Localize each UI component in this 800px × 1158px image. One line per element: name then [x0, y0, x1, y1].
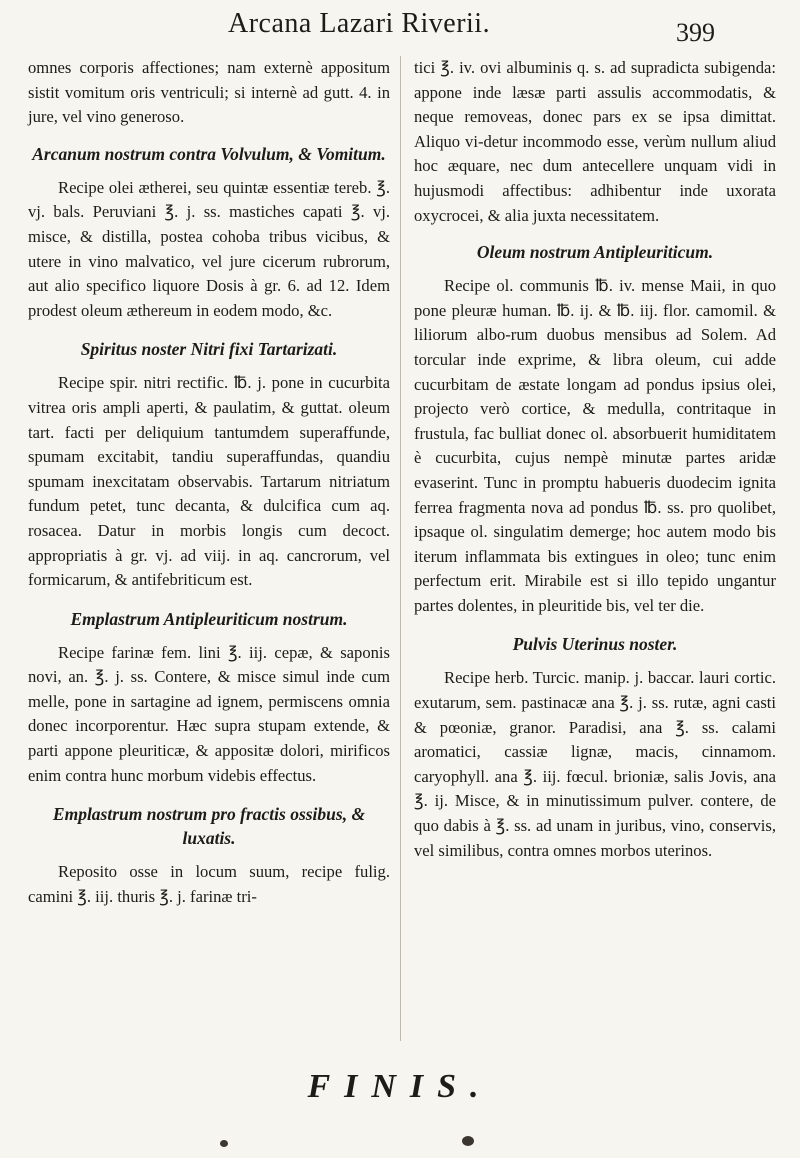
recipe-heading-pulvis-uterinus: Pulvis Uterinus noster.	[512, 634, 678, 655]
recipe-text-oleum-antipleuriticum: Recipe ol. communis ℔. iv. mense Maii, in quo pone pleuræ human. ℔. ij. & ℔. iij. flor. camomil. & liliorum albo-rum duobus mensibus ad Solem. Ad torcular inde exprime, & libra oleum, cui adde cucurbitam de æstate longam ad pondus ipsius olei, projecto verò cortice, & medulla, contritaque in frustula, fac bulliat donec ol. absorbuerit humiditatem è cucurbita, cujus nempè minutæ partes aridæ evaserint. Tunc in promptu habueris duodecim ignita ferrea fragmenta nova ad pondus ℔. ss. pro quolibet, ipsaque ol. singulatim demerge; hoc autem modo bis iterum inflammata bis extingues in oleo; tunc enim perfectum erit. Mirabile est si illo tepido ungantur partes dolentes, in pleuritide bis, vel ter die.	[414, 276, 776, 615]
paragraph-continuation: omnes corporis affectiones; nam externè appositum sistit vomitum oris ventriculi; si internè ad gutt. 4. in jure, vel vino generoso.	[28, 58, 390, 127]
recipe-heading-emplastrum-fractis: Emplastrum nostrum pro fractis ossibus, & luxatis.	[52, 804, 366, 849]
left-column	[28, 56, 390, 909]
ink-blot-ornament	[462, 1136, 474, 1146]
recipe-text-pulvis-uterinus: Recipe herb. Turcic. manip. j. baccar. lauri cortic. exutarum, sem. pastinacæ ana ℥. j. ss. rutæ, agni casti & pœoniæ, granor. Paradisi, ana ℥. ss. calami aromatici, cassiæ lignæ, macis, cinnamom. caryophyll. ana ℥. iij. fœcul. brioniæ, salis Jovis, ana ℥. ij. Misce, & in minutissimum pulver. contere, de quo dabis à ℥. ss. ad unam in juribus, vino, conservis, vel similibus, contra omnes morbos uterinos.	[414, 668, 776, 860]
recipe-text-emplastrum-antipleuriticum: Recipe farinæ fem. lini ℥. iij. cepæ, & saponis novi, an. ℥. j. ss. Contere, & misce simul inde cum melle, pone in sartagine ad ignem, permiscens omnia donec incorporentur. Hæc supra stupam extende, & parti appone pleuriticæ, & appositæ dolori, mirificos enim contra hunc morbum videbis effectus.	[28, 642, 390, 785]
column-divider	[400, 56, 401, 1041]
page-header	[0, 4, 800, 48]
finis-colophon: FINIS.	[307, 1068, 493, 1105]
recipe-heading-oleum-antipleuriticum: Oleum nostrum Antipleuriticum.	[476, 242, 714, 263]
recipe-text-spiritus-nitri: Recipe spir. nitri rectific. ℔. j. pone in cucurbita vitrea oris ampli aperti, & paulatim, & guttat. oleum tart. facti per deliquium tantumdem superaffunde, spumam excitabit, tandiu superaffundas, quandiu spumam inexcitatam observabis. Tartarum nitriatum fundum petet, tunc decanta, & dulcifica cum aq. rosacea. Datur in morbis longis cum decoct. appropriatis à gr. vj. ad viij. in aq. cancrorum, vel formicarum, & antifebriticum est.	[28, 373, 390, 590]
recipe-heading-emplastrum-antipleuriticum: Emplastrum Antipleuriticum nostrum.	[70, 608, 348, 629]
running-head: Arcana Lazari Riverii.	[228, 8, 491, 39]
paragraph-continuation-right: tici ℥. iv. ovi albuminis q. s. ad supradicta subigenda: appone inde læsæ parti assulis accommodatis, & neque removeas, donec pars ex se ipsa dimittat. Aliquo vi-detur incommodo esse, verùm nullum aliud hoc æquare, nec dum antecellere unquam vidi in hujusmodi affectibus: adhibentur inde uxorata oxycrocei, & alia juxta necessitatem.	[414, 58, 776, 225]
recipe-text-volvulum: Recipe olei ætherei, seu quintæ essentiæ tereb. ℥. vj. bals. Peruviani ℥. j. ss. mastiches capati ℥. vj. misce, & distilla, postea cohoba tribus vicibus, & utere in vino malvatico, vel jure cicerum rubrorum, aut alio specifico liquore Dosis à gr. 6. ad 12. Idem prodest oleum æthereum in eodem modo, &c.	[28, 177, 390, 320]
page-number: 399	[676, 18, 715, 47]
ink-blot-ornament	[220, 1140, 228, 1147]
recipe-text-emplastrum-fractis: Reposito osse in locum suum, recipe fulig. camini ℥. iij. thuris ℥. j. farinæ tri-	[28, 862, 390, 906]
recipe-heading-spiritus-nitri: Spiritus noster Nitri fixi Tartarizati.	[80, 339, 338, 360]
right-column	[414, 56, 776, 863]
recipe-heading-volvulum: Arcanum nostrum contra Volvulum, & Vomitum.	[32, 143, 386, 164]
